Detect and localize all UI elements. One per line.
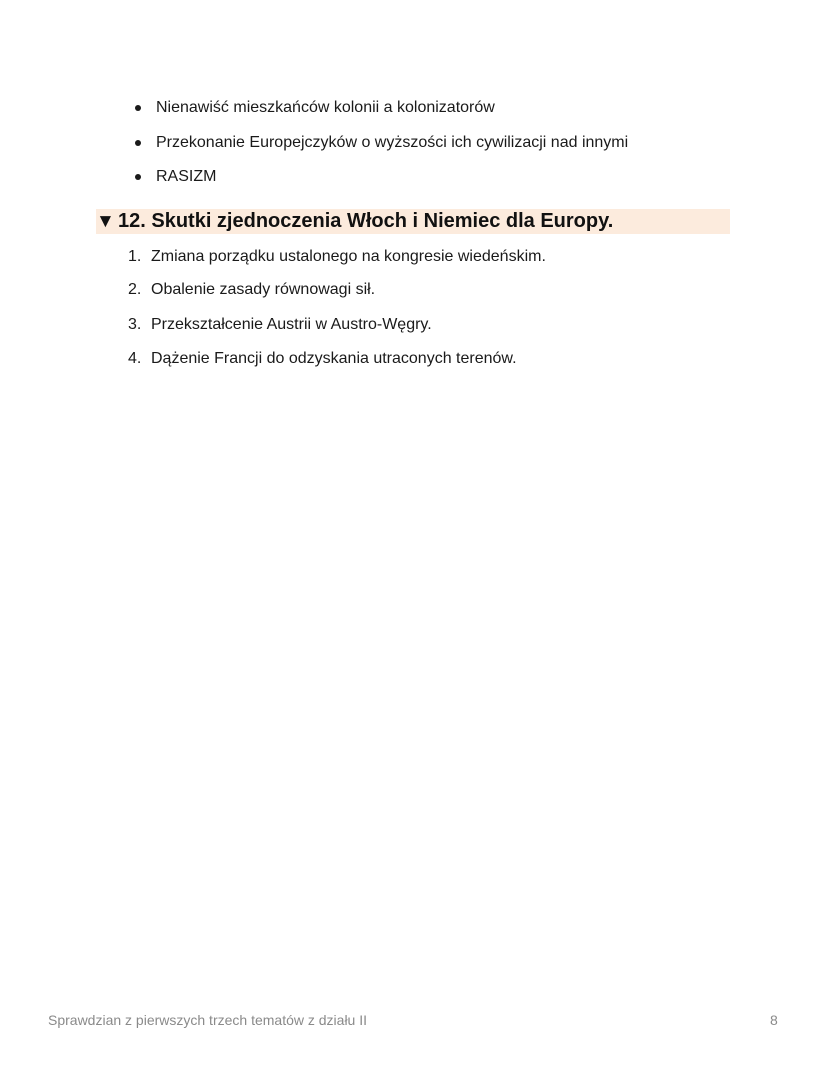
item-number: 2. xyxy=(128,281,142,298)
item-number: 4. xyxy=(128,350,142,367)
list-item-text: RASIZM xyxy=(156,168,217,185)
item-text: Obalenie zasady równowagi sił. xyxy=(151,281,376,298)
item-number: 1. xyxy=(128,248,142,265)
item-text: Dążenie Francji do odzyskania utraconych terenów. xyxy=(151,350,517,367)
item-text: Zmiana porządku ustalonego na kongresie wiedeńskim. xyxy=(151,248,546,265)
section-title: 12. Skutki zjednoczenia Włoch i Niemiec dla Europy. xyxy=(118,210,614,232)
footer-page-number: 8 xyxy=(770,1012,778,1028)
footer-document-title: Sprawdzian z pierwszych trzech tematów z działu II xyxy=(48,1012,368,1028)
bullet-marker xyxy=(135,174,141,180)
bullet-marker xyxy=(135,140,141,146)
bullet-marker xyxy=(135,105,141,111)
list-item-text: Przekonanie Europejczyków o wyższości ich cywilizacji nad innymi xyxy=(156,134,629,151)
item-number: 3. xyxy=(128,316,142,333)
list-item-text: Nienawiść mieszkańców kolonii a kolonizatorów xyxy=(156,99,495,116)
collapse-toggle-icon[interactable]: ▼ xyxy=(96,211,115,232)
section-heading[interactable] xyxy=(96,209,730,234)
item-text: Przekształcenie Austrii w Austro-Węgry. xyxy=(151,316,432,333)
